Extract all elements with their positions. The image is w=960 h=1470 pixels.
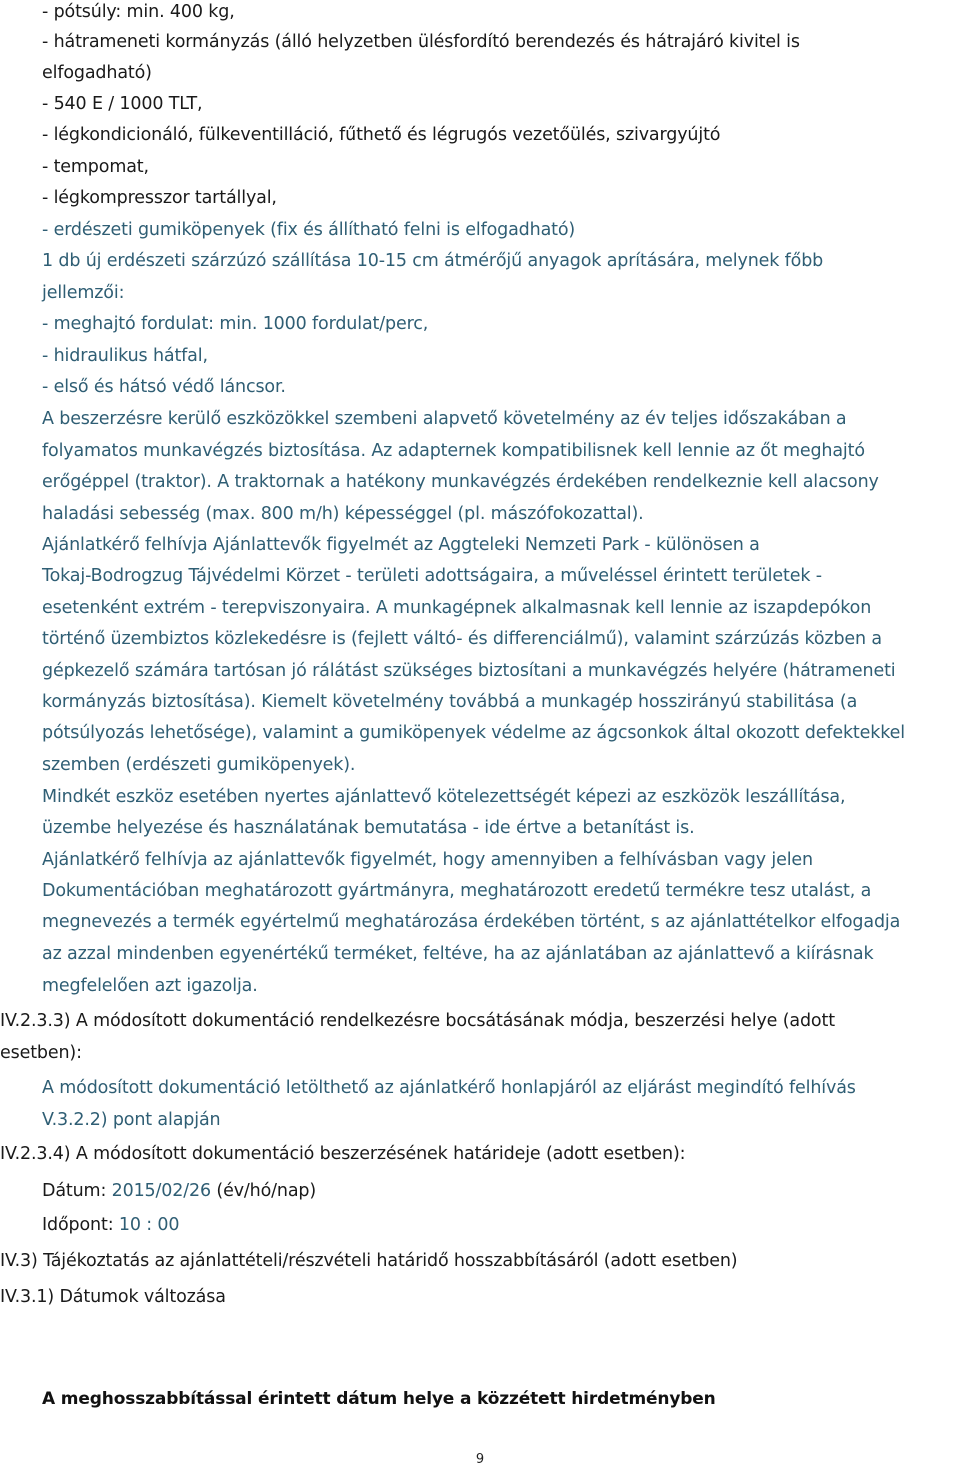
text-line: pótsúlyozás lehetősége), valamint a gumiköpenyek védelme az ágcsonkok által okozott defektekkel	[42, 723, 905, 743]
text-line: megnevezés a termék egyértelmű meghatározása érdekében történt, s az ajánlattételkor elfogadja	[42, 912, 901, 932]
date-row	[42, 1180, 316, 1202]
text-line: az azzal mindenben egyenértékű terméket, feltéve, ha az ajánlatában az ajánlattevő a kiírásnak	[42, 944, 874, 964]
text-line: esetenként extrém - terepviszonyaira. A munkagépnek alkalmasnak kell lennie az iszapdepókon	[42, 598, 872, 618]
text-line: A beszerzésre kerülő eszközökkel szembeni alapvető követelmény az év teljes időszakában a	[42, 409, 847, 429]
text-line: - erdészeti gumiköpenyek (fix és állítható felni is elfogadható)	[42, 220, 576, 240]
date-format: (év/hó/nap)	[210, 1181, 317, 1201]
text-line: Mindkét eszköz esetében nyertes ajánlattevő kötelezettségét képezi az eszközök leszállítása,	[42, 787, 846, 807]
time-value: 10 : 00	[118, 1215, 180, 1235]
page-number: 9	[475, 1452, 485, 1467]
text-line: - légkondicionáló, fülkeventilláció, fűthető és légrugós vezetőülés, szivargyújtó	[42, 125, 721, 145]
section-heading-iv-3: IV.3) Tájékoztatás az ajánlattételi/részvételi határidő hosszabbításáról (adott esetben)	[0, 1251, 738, 1271]
text-line: haladási sebesség (max. 800 m/h) képességgel (pl. mászófokozattal).	[42, 504, 644, 524]
text-line: Tokaj-Bodrogzug Tájvédelmi Körzet - területi adottságaira, a műveléssel érintett területek -	[42, 566, 822, 586]
text-line: - meghajtó fordulat: min. 1000 fordulat/perc,	[42, 314, 429, 334]
text-line: jellemzői:	[42, 283, 125, 303]
text-line: - hátrameneti kormányzás (álló helyzetben ülésfordító berendezés és hátrajáró kivitel is	[42, 32, 800, 52]
text-line: - légkompresszor tartállyal,	[42, 188, 277, 208]
text-line: 1 db új erdészeti szárzúzó szállítása 10-15 cm átmérőjű anyagok aprítására, melynek főbb	[42, 251, 824, 271]
text-line: gépkezelő számára tartósan jó rálátást szükséges biztosítani a munkavégzés helyére (hátrameneti	[42, 661, 896, 681]
text-line: - első és hátsó védő láncsor.	[42, 377, 286, 397]
text-line: üzembe helyezése és használatának bemutatása - ide értve a betanítást is.	[42, 818, 695, 838]
text-line: megfelelően azt igazolja.	[42, 976, 258, 996]
text-line: - hidraulikus hátfal,	[42, 346, 208, 366]
text-line: szemben (erdészeti gumiköpenyek).	[42, 755, 356, 775]
text-line: folyamatos munkavégzés biztosítása. Az adapternek kompatibilisnek kell lennie az őt meghajtó	[42, 441, 865, 461]
text-line: Ajánlatkérő felhívja Ajánlattevők figyelmét az Aggteleki Nemzeti Park - különösen a	[42, 535, 760, 555]
text-line: - pótsúly: min. 400 kg,	[42, 2, 235, 22]
text-line: elfogadható)	[42, 63, 152, 83]
section-heading-iv-2-3-4: IV.2.3.4) A módosított dokumentáció beszerzésének határideje (adott esetben):	[0, 1144, 686, 1164]
section-value-line: A módosított dokumentáció letölthető az ajánlatkérő honlapjáról az eljárást megindító felhívás	[42, 1078, 856, 1098]
text-line: történő üzembiztos közlekedésre is (fejlett váltó- és differenciálmű), valamint szárzúzás közben a	[42, 629, 882, 649]
time-row	[42, 1214, 179, 1236]
date-label: Dátum:	[42, 1181, 112, 1201]
section-heading-iv-2-3-3: IV.2.3.3) A módosított dokumentáció rendelkezésre bocsátásának módja, beszerzési helye (adott	[0, 1011, 835, 1031]
text-line: Dokumentációban meghatározott gyártmányra, meghatározott eredetű termékre tesz utalást, a	[42, 881, 872, 901]
text-line: erőgéppel (traktor). A traktornak a hatékony munkavégzés érdekében rendelkeznie kell alacsony	[42, 472, 879, 492]
text-line: - tempomat,	[42, 157, 149, 177]
time-label: Időpont:	[42, 1215, 119, 1235]
text-line: - 540 E / 1000 TLT,	[42, 94, 203, 114]
text-line: kormányzás biztosítása). Kiemelt követelmény továbbá a munkagép hosszirányú stabilitása (a	[42, 692, 858, 712]
section-value-line: V.3.2.2) pont alapján	[42, 1110, 221, 1130]
section-heading-iv-2-3-3-cont: esetben):	[0, 1043, 82, 1063]
text-line: Ajánlatkérő felhívja az ajánlattevők figyelmét, hogy amennyiben a felhívásban vagy jelen	[42, 850, 813, 870]
section-heading-iv-3-1: IV.3.1) Dátumok változása	[0, 1287, 226, 1307]
date-value: 2015/02/26	[111, 1181, 211, 1201]
bold-heading: A meghosszabbítással érintett dátum helye a közzétett hirdetményben	[42, 1389, 716, 1409]
